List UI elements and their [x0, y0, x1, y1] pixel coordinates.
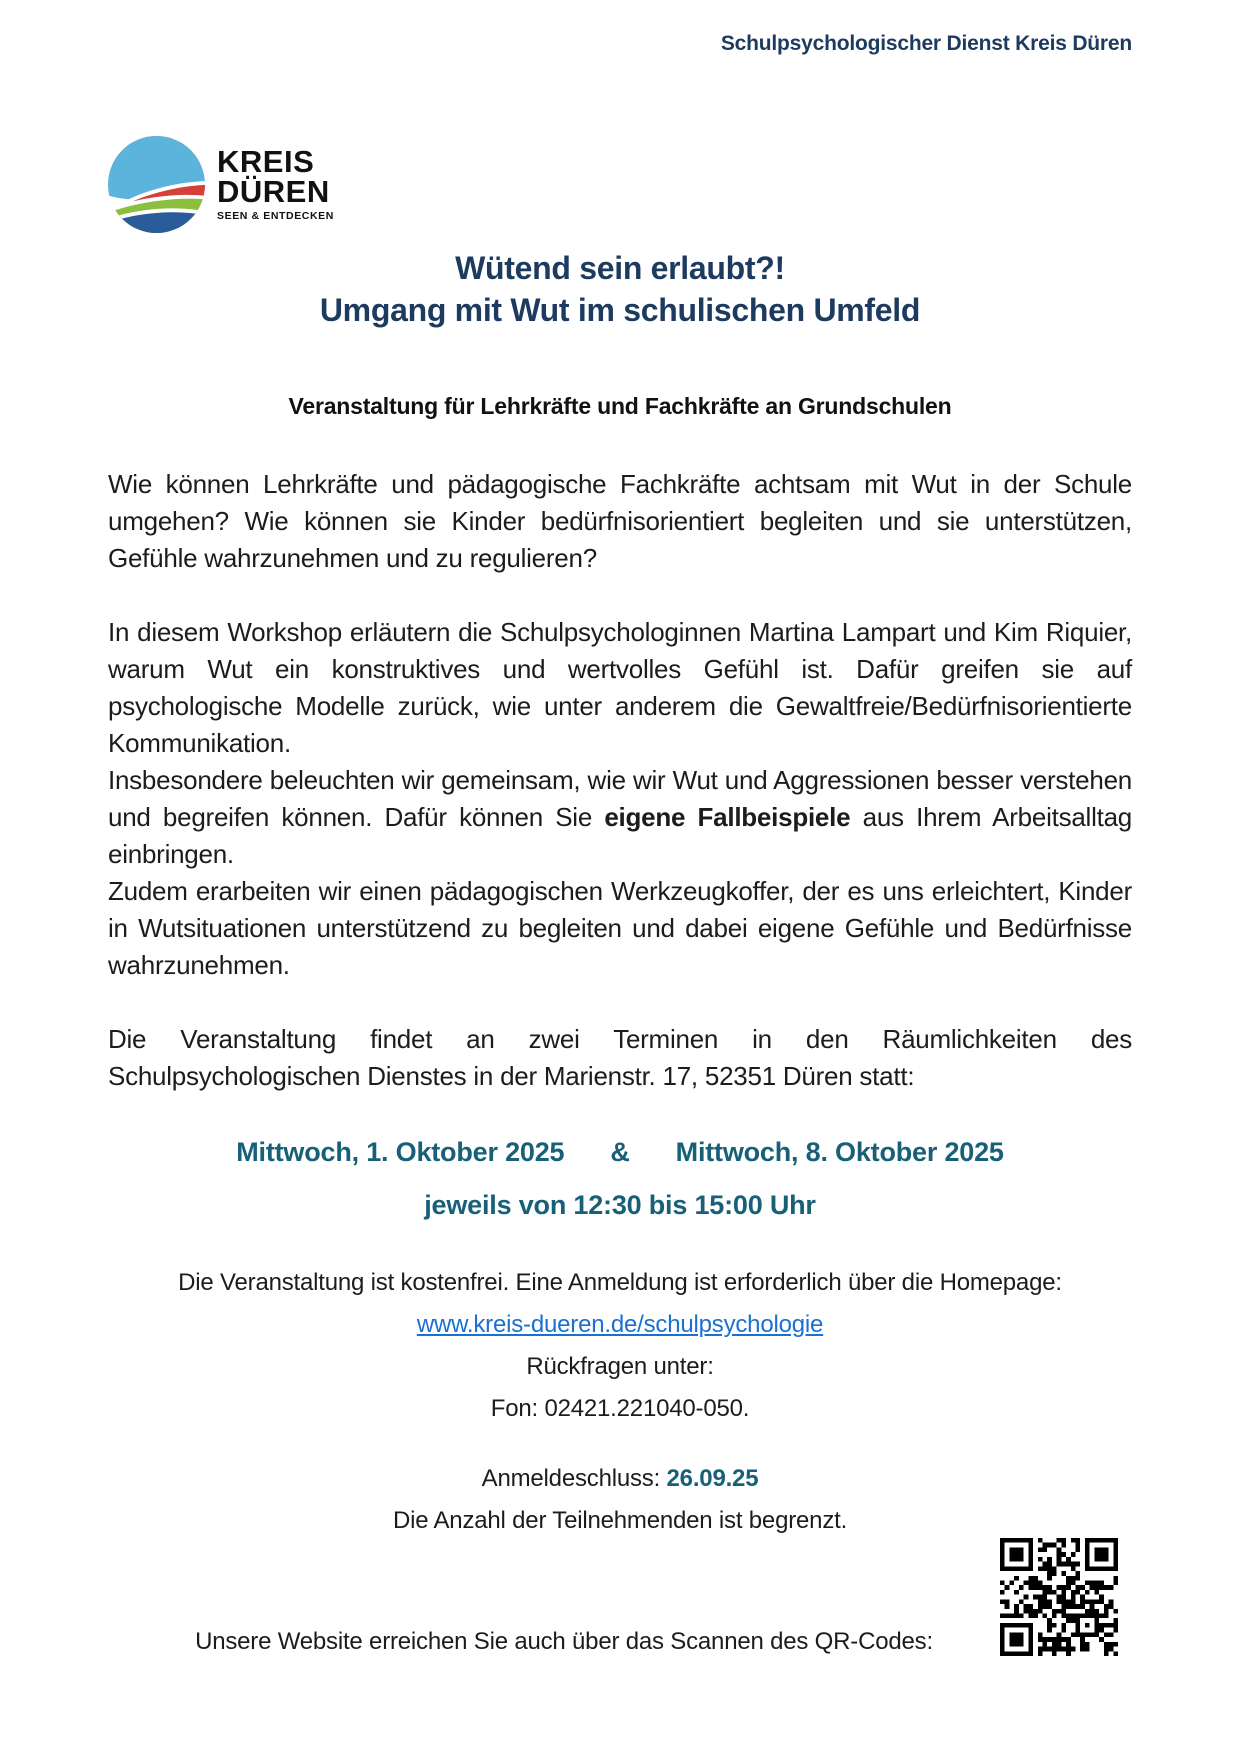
body-text — [108, 466, 1132, 1095]
document-header: Schulpsychologischer Dienst Kreis Düren — [720, 32, 1132, 55]
body-paragraph-4: Zudem erarbeiten wir einen pädagogischen Werkzeugkoffer, der es uns erleichtert, Kinder in Wutsituationen unterstützend zu begleiten und dabei eigene Gefühle und Bedürfnisse wahrzunehmen. — [108, 876, 1132, 980]
kreis-dueren-logo-icon — [108, 136, 205, 233]
body-paragraph-2: In diesem Workshop erläutern die Schulpsychologinnen Martina Lampart und Kim Riquier, warum Wut ein konstruktives und wertvolles Gefühl ist. Dafür greifen sie auf psychologische Modelle zurück, wie unter anderem die Gewaltfreie/Bedürfnisorientierte Kommunikation. — [108, 617, 1132, 758]
ampersand-separator: & — [610, 1137, 630, 1167]
qr-caption: Unsere Website erreichen Sie auch über das Scannen des QR-Codes: — [195, 1628, 933, 1655]
deadline-line — [108, 1465, 1132, 1493]
questions-label: Rückfragen unter: — [526, 1353, 714, 1380]
deadline-label: Anmeldeschluss: — [481, 1465, 667, 1492]
page-title-line1: Wütend sein erlaubt?! — [455, 250, 785, 286]
event-date-1: Mittwoch, 1. Oktober 2025 — [236, 1137, 565, 1167]
homepage-link[interactable]: www.kreis-dueren.de/schulpsychologie — [416, 1311, 824, 1338]
logo-wordmark — [217, 143, 334, 223]
registration-info: Die Veranstaltung ist kostenfrei. Eine Anmeldung ist erforderlich über die Homepage: — [178, 1269, 1062, 1296]
phone-number: Fon: 02421.221040-050. — [490, 1395, 750, 1422]
page-subtitle: Veranstaltung für Lehrkräfte und Fachkräfte an Grundschulen — [288, 393, 952, 419]
logo-tagline: SEEN & ENTDECKEN — [217, 210, 334, 223]
page-title — [108, 247, 1132, 331]
kreis-dueren-logo — [108, 136, 1132, 233]
logo-word-kreis: KREIS — [217, 143, 315, 179]
logo-word-dueren: DÜREN — [217, 174, 330, 209]
body-paragraph-1: Wie können Lehrkräfte und pädagogische Fachkräfte achtsam mit Wut in der Schule umgehen? Wie können sie Kinder bedürfnisorientiert begleiten und sie unterstützen, Gefühle wahrzunehmen und zu regulieren? — [108, 469, 1132, 573]
event-dates — [108, 1137, 1132, 1168]
body-paragraph-3: Insbesondere beleuchten wir gemeinsam, wie wir Wut und Aggressionen besser verstehen und begreifen können. Dafür können Sie eigene Fallbeispiele aus Ihrem Arbeitsalltag einbringen. — [108, 765, 1133, 869]
event-date-2: Mittwoch, 8. Oktober 2025 — [675, 1137, 1004, 1167]
bold-fallbeispiele: eigene Fallbeispiele — [604, 802, 851, 832]
participants-note: Die Anzahl der Teilnehmenden ist begrenzt. — [392, 1507, 848, 1534]
qr-code-icon — [1000, 1538, 1118, 1656]
registration-block — [108, 1269, 1132, 1535]
deadline-date: 26.09.25 — [666, 1465, 759, 1492]
event-time: jeweils von 12:30 bis 15:00 Uhr — [424, 1190, 816, 1220]
page-title-line2: Umgang mit Wut im schulischen Umfeld — [319, 292, 921, 328]
body-paragraph-5: Die Veranstaltung findet an zwei Terminen in den Räumlichkeiten des Schulpsychologischen Dienstes in der Marienstr. 17, 52351 Düren statt: — [108, 1024, 1132, 1091]
